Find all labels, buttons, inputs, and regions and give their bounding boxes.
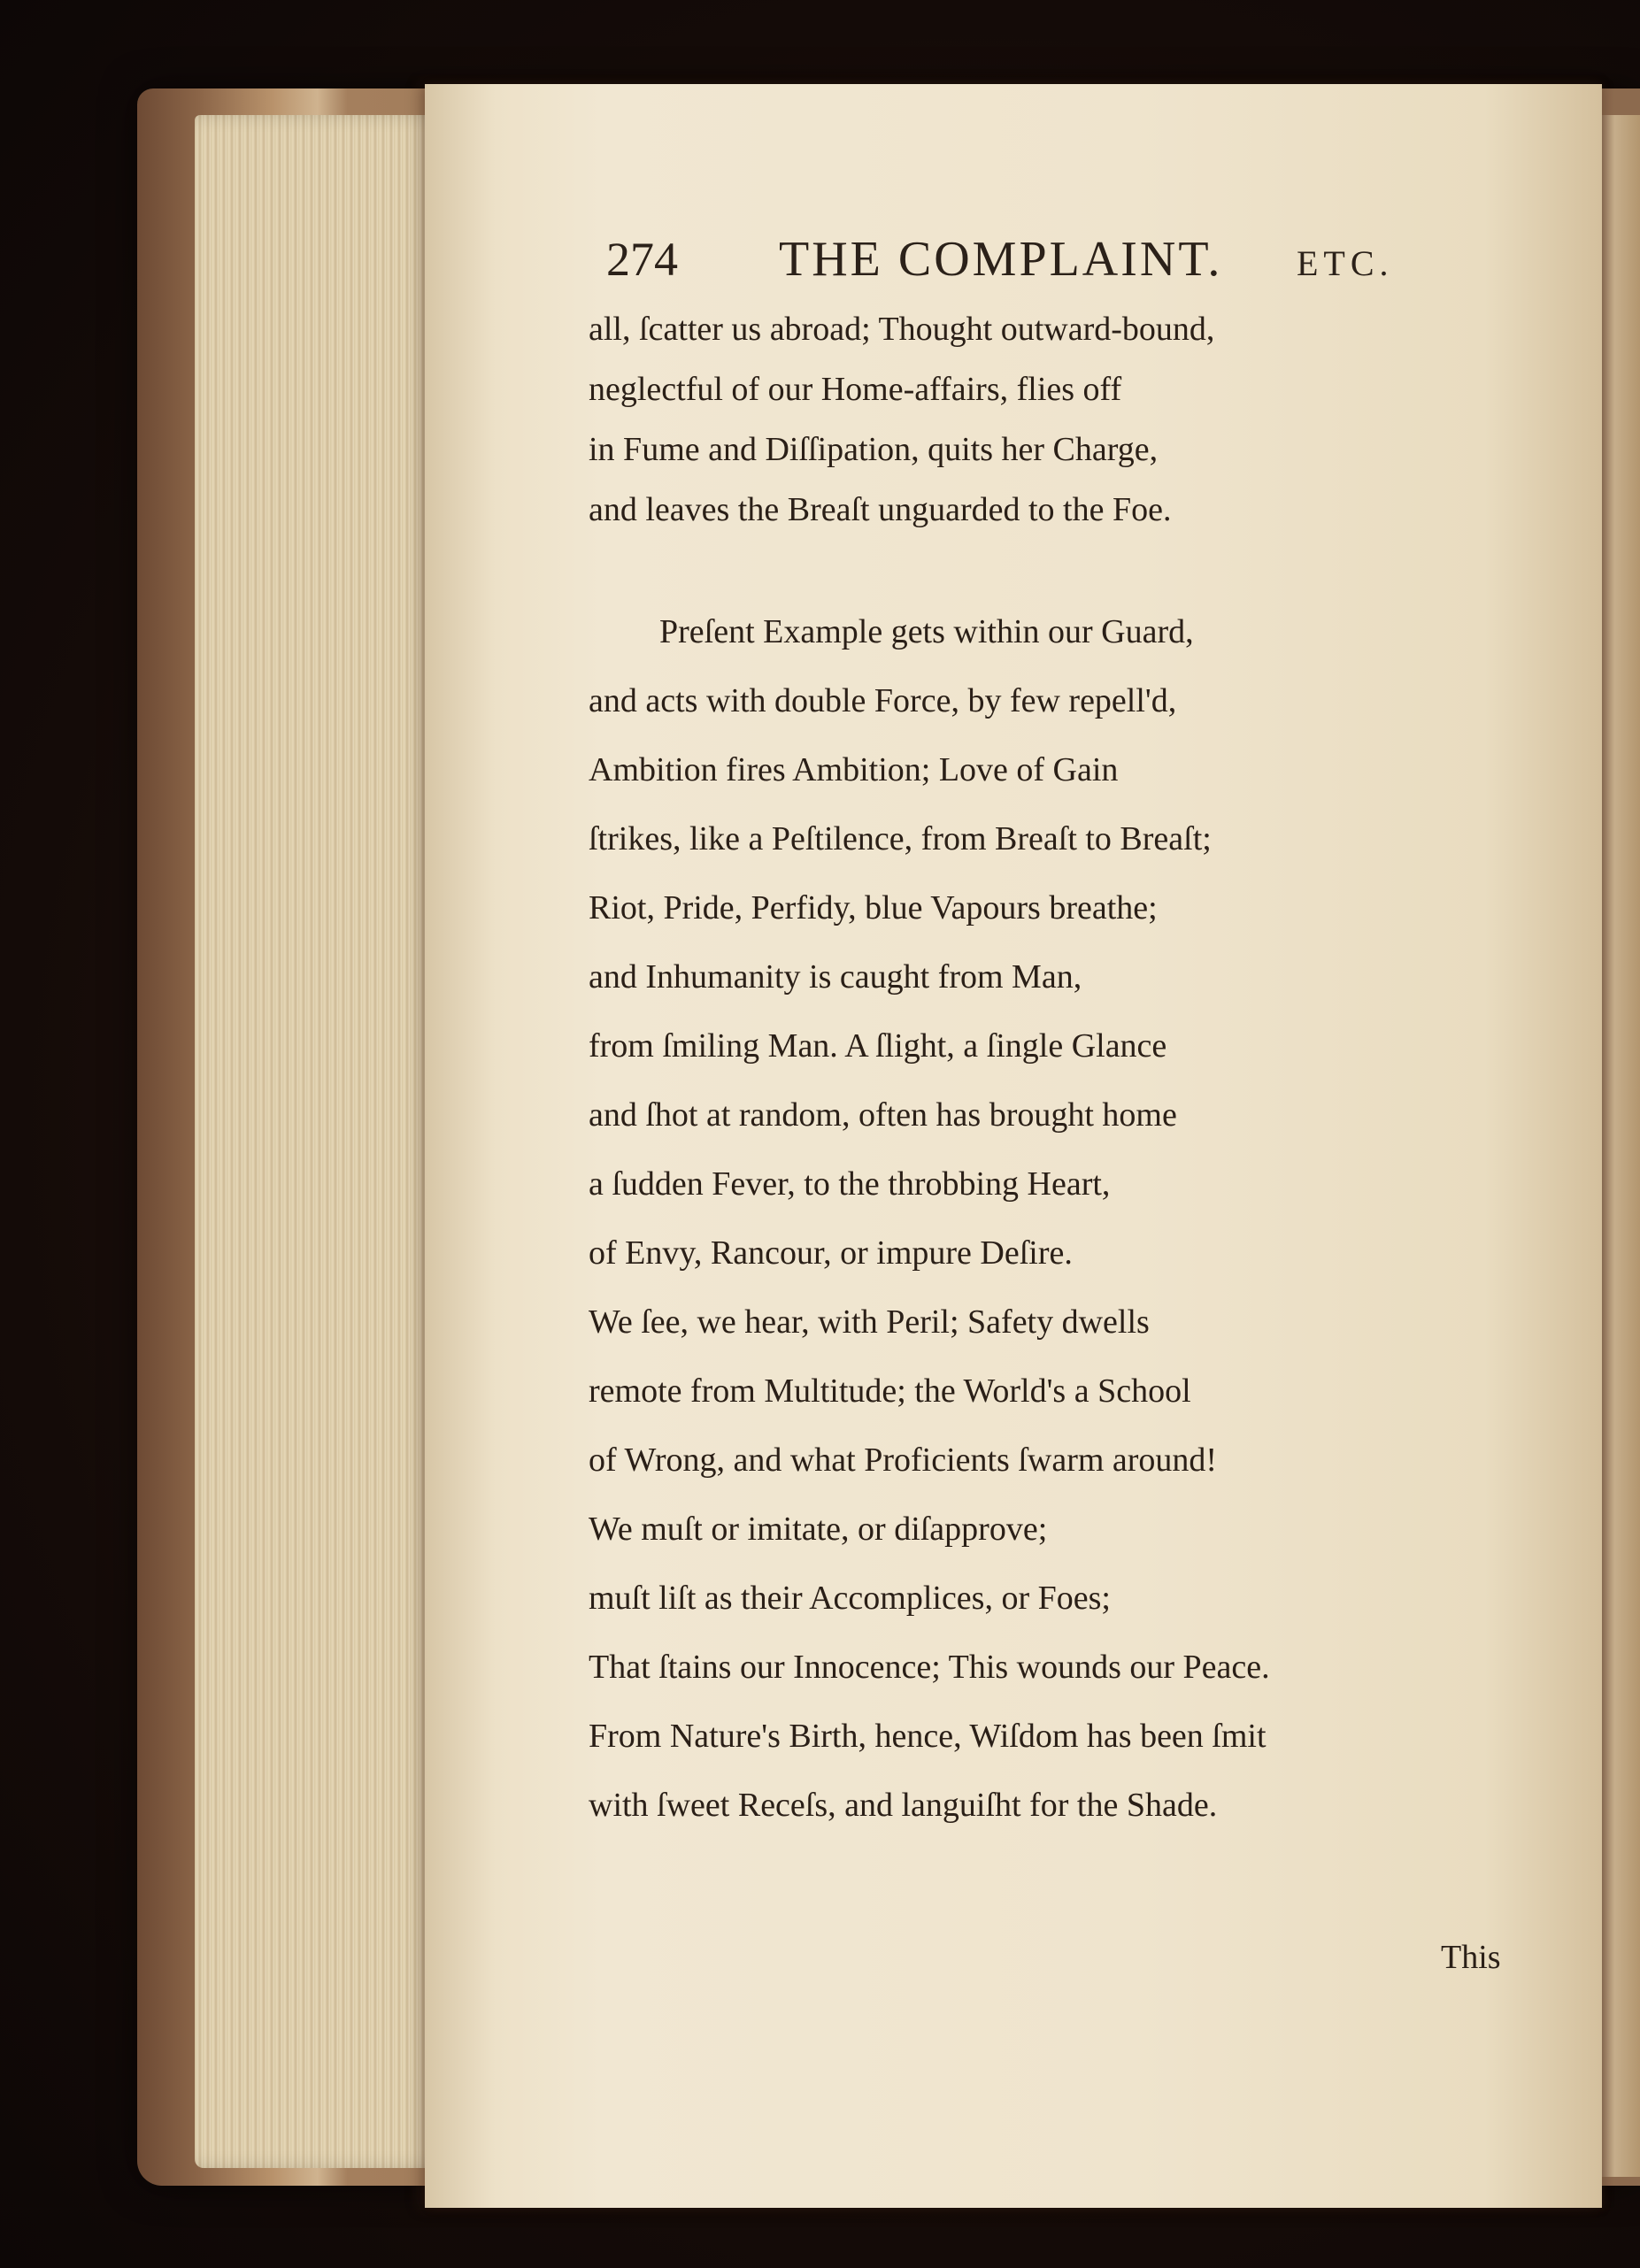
text-line: Riot, Pride, Perfidy, blue Vapours breathe; bbox=[589, 889, 1158, 926]
running-title-etc: ETC. bbox=[1297, 243, 1394, 283]
text-line: Ambition fires Ambition; Love of Gain bbox=[589, 751, 1119, 788]
facing-page-edge bbox=[1598, 115, 1640, 2177]
text-line: Preſent Example gets within our Guard, bbox=[659, 613, 1194, 650]
text-line: muſt liſt as their Accomplices, or Foes; bbox=[589, 1580, 1111, 1617]
text-line: We muſt or imitate, or diſapprove; bbox=[589, 1511, 1048, 1548]
text-line: That ſtains our Innocence; This wounds our Peace. bbox=[589, 1649, 1270, 1686]
text-line: in Fume and Diſſipation, quits her Charge, bbox=[589, 431, 1159, 468]
text-line: and leaves the Breaſt unguarded to the Foe. bbox=[589, 491, 1172, 528]
page-number: 274 bbox=[606, 233, 678, 286]
text-line: and Inhumanity is caught from Man, bbox=[589, 958, 1082, 996]
text-line: neglectful of our Home-affairs, flies off bbox=[589, 371, 1122, 408]
text-line: a ſudden Fever, to the throbbing Heart, bbox=[589, 1165, 1111, 1203]
running-header bbox=[606, 228, 1403, 290]
text-line: from ſmiling Man. A ſlight, a ſingle Glance bbox=[589, 1027, 1167, 1065]
catchword: This bbox=[1441, 1939, 1501, 1976]
text-line: of Wrong, and what Proficients ſwarm around! bbox=[589, 1442, 1218, 1479]
running-title: THE COMPLAINT. bbox=[779, 232, 1223, 287]
text-line: From Nature's Birth, hence, Wiſdom has been ſmit bbox=[589, 1718, 1267, 1755]
text-line: remote from Multitude; the World's a School bbox=[589, 1372, 1191, 1410]
text-line: ſtrikes, like a Peſtilence, from Breaſt to Breaſt; bbox=[589, 820, 1212, 857]
text-line: and ſhot at random, often has brought home bbox=[589, 1096, 1177, 1134]
page-edges bbox=[195, 115, 460, 2168]
text-line: all, ſcatter us abroad; Thought outward-bound, bbox=[589, 311, 1215, 348]
text-line: with ſweet Receſs, and languiſht for the Shade. bbox=[589, 1787, 1218, 1824]
text-line: of Envy, Rancour, or impure Deſire. bbox=[589, 1234, 1073, 1272]
text-line: and acts with double Force, by few repell'd, bbox=[589, 682, 1177, 719]
text-line: We ſee, we hear, with Peril; Safety dwells bbox=[589, 1303, 1150, 1341]
